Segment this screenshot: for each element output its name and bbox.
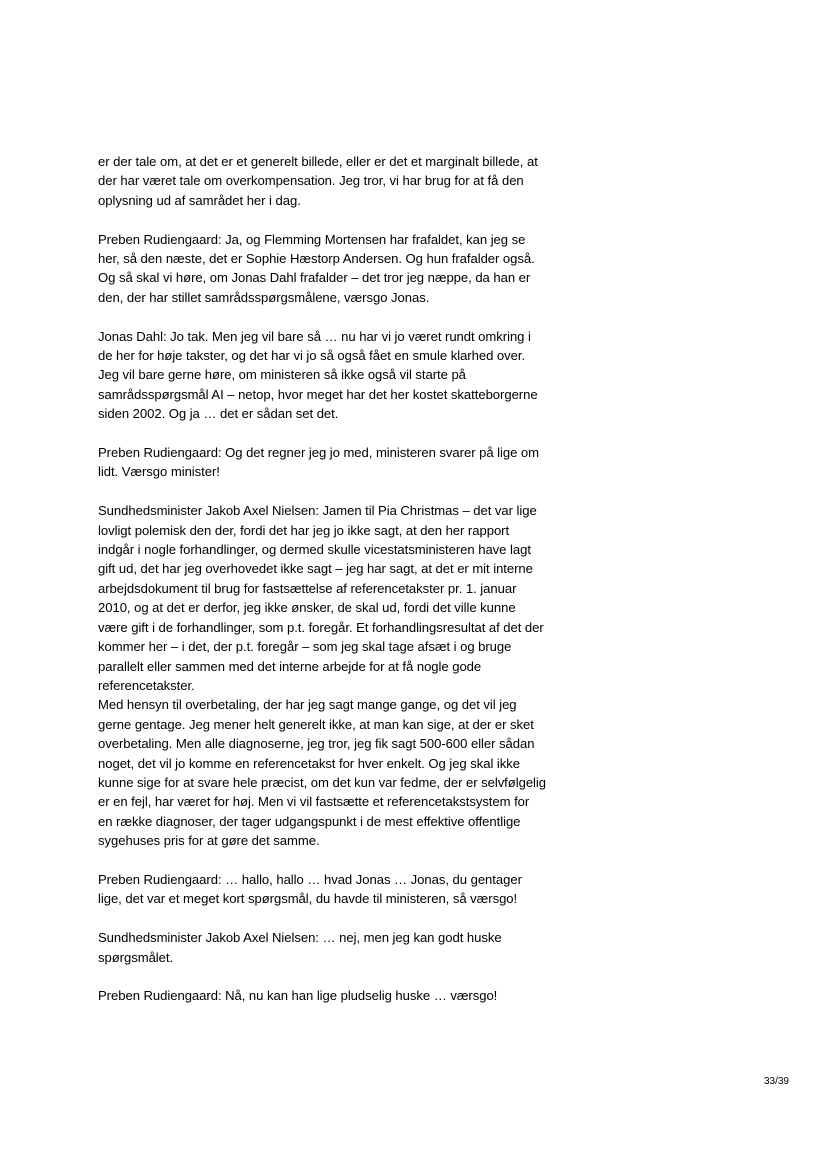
paragraph-8: Sundhedsminister Jakob Axel Nielsen: … nej, men jeg kan godt huske spørgsmålet. <box>98 930 502 965</box>
paragraph-5: Sundhedsminister Jakob Axel Nielsen: Jamen til Pia Christmas – det var lige lovligt polemisk den der, fordi det har jeg jo ikke sagt, at den her rapport indgår i nogle forhandlinger, og dermed skulle vicestatsministeren have lagt gift ud, det har jeg overhovedet ikke sagt – jeg har sagt, at det er mit interne arbejdsdokument til brug for fastsættelse af referencetakster pr. 1. januar 2010, og at det er derfor, jeg ikke ønsker, de skal ud, fordi det ville kunne være gift i de forhandlinger, som p.t. foregår. Et forhandlingsresultat af det der kommer her – i det, der p.t. foregår – som jeg skal tage afsæt i og bruge parallelt eller sammen med det interne arbejde for at få nogle gode referencetakster. <box>98 503 544 693</box>
paragraph-7: Preben Rudiengaard: … hallo, hallo … hvad Jonas … Jonas, du gentager lige, det var et meget kort spørgsmål, du havde til ministeren, så værsgo! <box>98 871 522 907</box>
page-number: 33/39 <box>763 1076 789 1087</box>
paragraph-1: er der tale om, at det er et generelt billede, eller er det et marginalt billede, at der har været tale om overkompensation. Jeg tror, vi har brug for at få den oplysning ud af samrådet her i dag. <box>98 154 538 208</box>
paragraph-3: Jonas Dahl: Jo tak. Men jeg vil bare så … nu har vi jo været rundt omkring i de her for høje takster, og det har vi jo så også fået en smule klarhed over. Jeg vil bare gerne høre, om ministeren så ikke også vil starte på samrådsspørgsmål AI – netop, hvor meget har det her kostet skatteborgerne siden 2002. Og ja … det er sådan set det. <box>98 328 538 422</box>
paragraph-6: Med hensyn til overbetaling, der har jeg sagt mange gange, og det vil jeg gerne gentage. Jeg mener helt generelt ikke, at man kan sige, at der er sket overbetaling. Men alle diagnoserne, jeg tror, jeg fik sagt 500-600 eller sådan noget, det vil jo komme en referencetakst for hver enkelt. Og jeg skal ikke kunne sige for at svare hele præcist, om det kun var fedme, der er selvfølgelig er en fejl, har været for høj. Men vi vil fastsætte et referencetakstsystem for en række diagnoser, der tager udgangspunkt i de mest effektive offentlige sygehuses pris for at gøre det samme. <box>98 697 546 849</box>
paragraph-4: Preben Rudiengaard: Og det regner jeg jo med, ministeren svarer på lige om lidt. Værsgo minister! <box>98 445 540 480</box>
paragraph-2: Preben Rudiengaard: Ja, og Flemming Mortensen har frafaldet, kan jeg se her, så den næste, det er Sophie Hæstorp Andersen. Og hun frafalder også. Og så skal vi høre, om Jonas Dahl frafalder – det tror jeg næppe, da han er den, der har stillet samrådsspørgsmålene, værsgo Jonas. <box>98 231 535 305</box>
document-body <box>98 152 584 1025</box>
paragraph-9: Preben Rudiengaard: Nå, nu kan han lige pludselig huske … værsgo! <box>98 988 498 1004</box>
